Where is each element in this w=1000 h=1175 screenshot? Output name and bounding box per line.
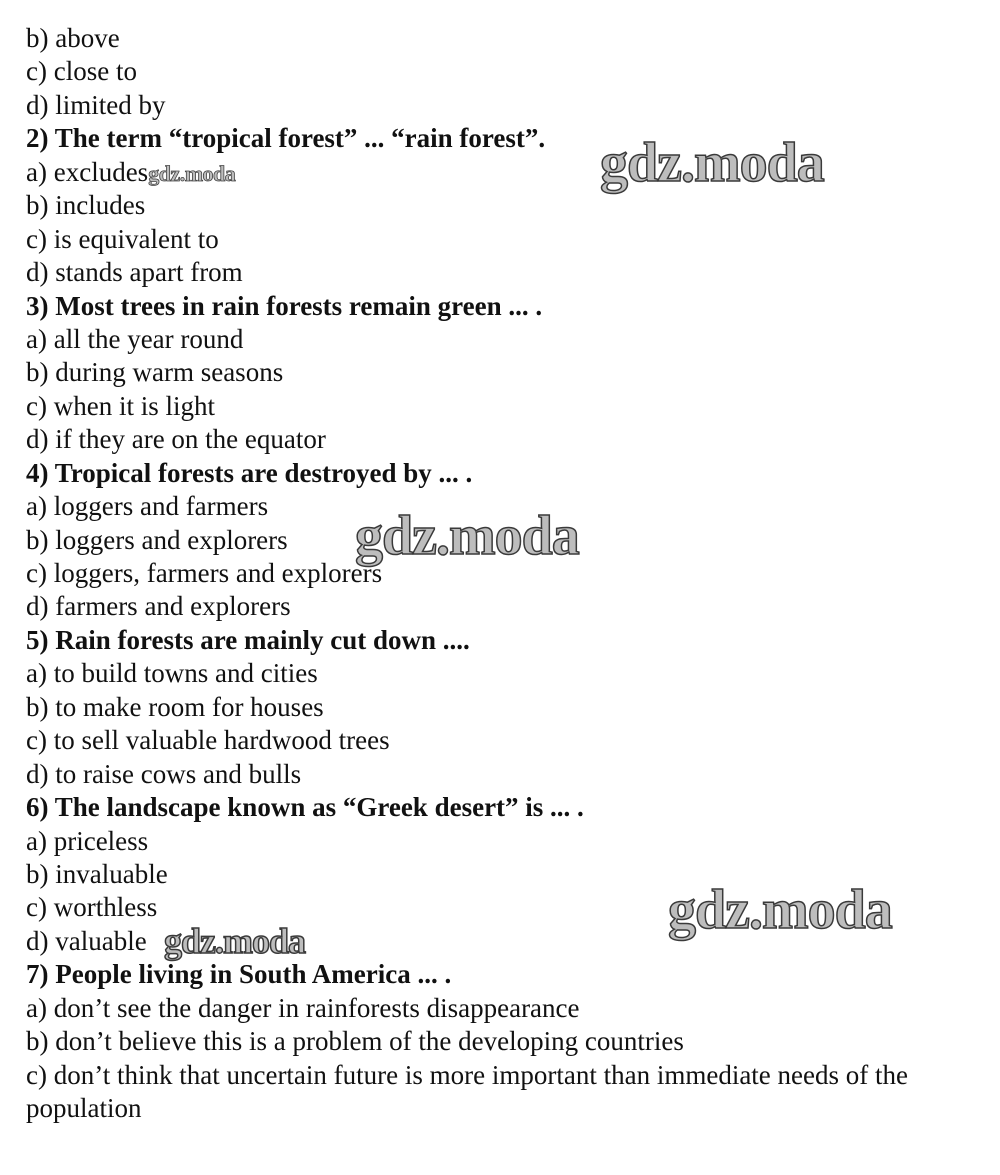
option-d-q4: d) farmers and explorers [26,591,291,622]
option-b-q7: b) don’t believe this is a problem of the developing countries [26,1026,684,1057]
option-c-q2: c) is equivalent to [26,223,219,254]
question-3: 3) Most trees in rain forests remain green ... . [26,290,543,321]
option-a-q2-text: a) excludes [26,156,149,187]
option-b-q5: b) to make room for houses [26,691,324,722]
question-7: 7) People living in South America ... . [26,959,452,990]
watermark-logo-middle: gdz.moda [355,505,579,567]
option-d-q5: d) to raise cows and bulls [26,758,302,789]
option-b-q4: b) loggers and explorers [26,524,288,555]
option-b-q2: b) includes [26,190,146,221]
option-d-q2: d) stands apart from [26,257,243,288]
watermark-logo-right: gdz.moda [668,879,892,941]
option-b-q3: b) during warm seasons [26,357,284,388]
option-c-q7: c) don’t think that uncertain future is more important than immediate needs of the population [26,1059,908,1124]
option-a-q3: a) all the year round [26,323,244,354]
option-d-q3: d) if they are on the equator [26,424,326,455]
option-c-q6: c) worthless [26,892,158,923]
option-d-q6: d) valuable [26,925,147,956]
option-b-q6: b) invaluable [26,858,168,889]
watermark-inline: gdz.moda [148,160,236,186]
option-c-q4: c) loggers, farmers and explorers [26,558,383,588]
watermark-logo-top: gdz.moda [600,132,824,194]
question-5: 5) Rain forests are mainly cut down .... [26,624,470,655]
question-2: 2) The term “tropical forest” ... “rain forest”. [26,123,546,154]
option-c-q1: c) close to [26,56,137,87]
option-a-q5: a) to build towns and cities [26,658,318,689]
option-c-q5: c) to sell valuable hardwood trees [26,725,390,756]
option-a-q7: a) don’t see the danger in rainforests disappearance [26,992,580,1023]
question-4: 4) Tropical forests are destroyed by ... . [26,457,473,488]
option-b-q1: b) above [26,23,120,53]
question-6: 6) The landscape known as “Greek desert” is ... . [26,792,584,823]
option-a-q6: a) priceless [26,825,149,856]
option-d-q1: d) limited by [26,89,166,120]
watermark-logo-small: gdz.moda [164,921,306,961]
option-a-q4: a) loggers and farmers [26,491,269,522]
option-a-q2 [26,156,976,189]
option-c-q3: c) when it is light [26,390,215,421]
